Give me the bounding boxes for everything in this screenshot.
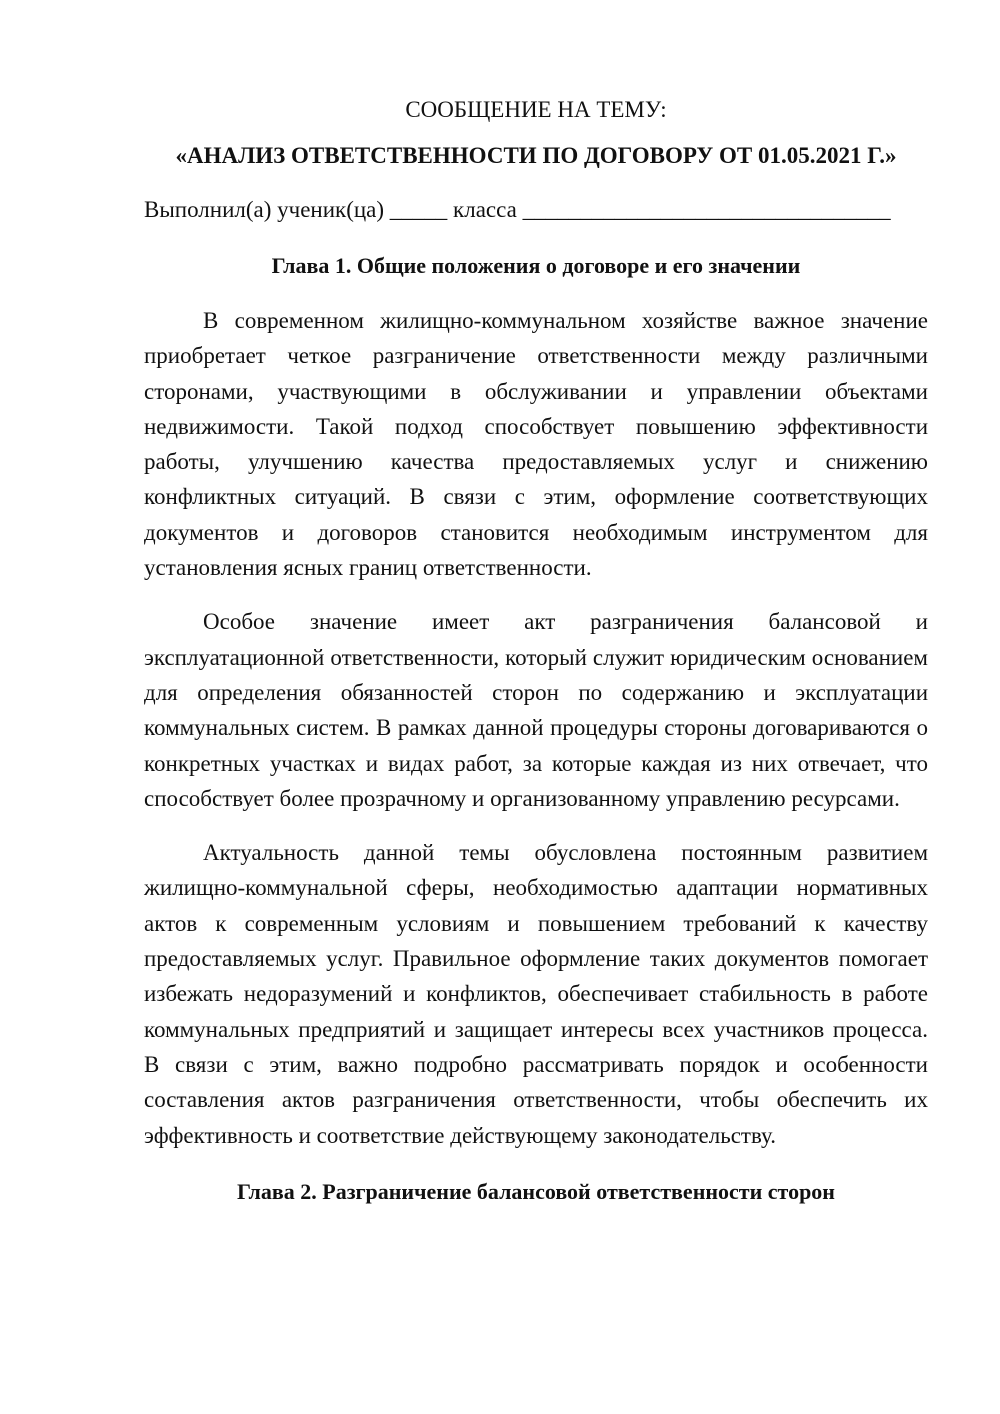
student-info-line: Выполнил(а) ученик(ца) _____ класса ________________________________ <box>144 197 891 222</box>
paragraph-2: Особое значение имеет акт разграничения балансовой и эксплуатационной ответственности, который служит юридическим основанием для определения обязанностей сторон по содержанию и эксплуатации коммунальных систем. В рамках данной процедуры стороны договариваются о конкретных участках и видах работ, за которые каждая из них отвечает, что способствует более прозрачному и организованному управлению ресурсами. <box>144 609 928 811</box>
paragraph-1: В современном жилищно-коммунальном хозяйстве важное значение приобретает четкое разграничение ответственности между различными сторонами, участвующими в обслуживании и управлении объектами недвижимости. Такой подход способствует повышению эффективности работы, улучшению качества предоставляемых услуг и снижению конфликтных ситуаций. В связи с этим, оформление соответствующих документов и договоров становится необходимым инструментом для установления ясных границ ответственности. <box>144 308 928 581</box>
paragraph-3: Актуальность данной темы обусловлена постоянным развитием жилищно-коммунальной сферы, необходимостью адаптации нормативных актов к современным условиям и повышением требований к качеству предоставляемых услуг. Правильное оформление таких документов помогает избежать недоразумений и конфликтов, обеспечивает стабильность в работе коммунальных предприятий и защищает интересы всех участников процесса. В связи с этим, важно подробно рассматривать порядок и особенности составления актов разграничения ответственности, чтобы обеспечить их эффективность и соответствие действующему законодательству. <box>144 840 928 1148</box>
chapter-1-heading: Глава 1. Общие положения о договоре и его значении <box>271 253 801 278</box>
document-content <box>144 92 928 1209</box>
chapter-2-heading: Глава 2. Разграничение балансовой ответственности сторон <box>237 1178 835 1204</box>
document-title: «АНАЛИЗ ОТВЕТСТВЕННОСТИ ПО ДОГОВОРУ ОТ 01.05.2021 Г.» <box>175 143 897 168</box>
document-header: СООБЩЕНИЕ НА ТЕМУ: <box>405 97 667 122</box>
